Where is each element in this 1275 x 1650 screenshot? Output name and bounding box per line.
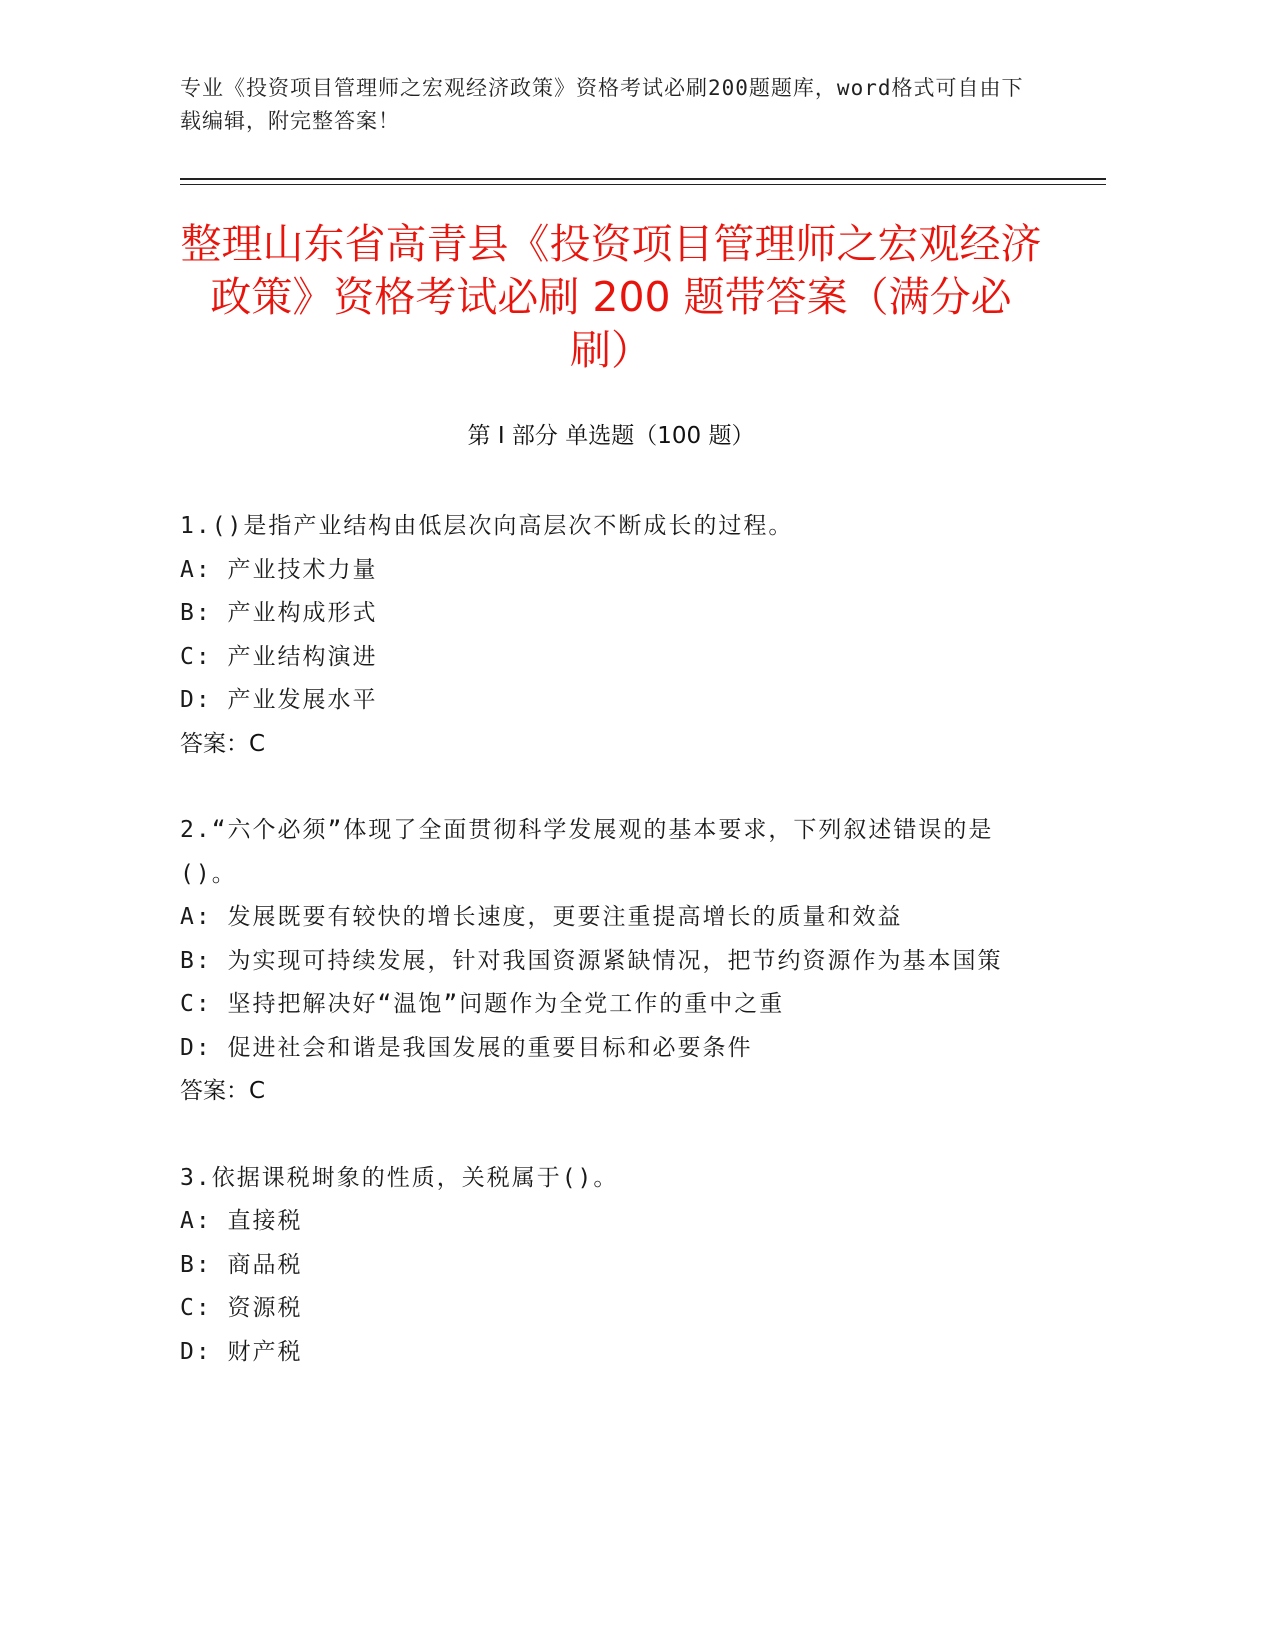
option-a: A: 发展既要有较快的增长速度，更要注重提高增长的质量和效益 xyxy=(180,904,903,930)
question-3 xyxy=(180,1157,1040,1375)
option-d: D: 促进社会和谐是我国发展的重要目标和必要条件 xyxy=(180,1034,753,1061)
answer-line: 答案：C xyxy=(180,1078,266,1104)
question-2 xyxy=(180,809,1040,1114)
question-stem: 1.()是指产业结构由低层次向高层次不断成长的过程。 xyxy=(180,513,794,539)
question-stem: 3.依据课税埘象的性质，关税属于()。 xyxy=(180,1164,619,1191)
section-title: 第 I 部分 单选题（100 题） xyxy=(467,423,755,449)
document-title: 整理山东省高青县《投资项目管理师之宏观经济政策》资格考试必刷 200 题带答案（满分必刷） xyxy=(180,220,1042,374)
question-list xyxy=(180,505,1040,1417)
option-a: A: 直接税 xyxy=(180,1208,303,1234)
header-note: 专业《投资项目管理师之宏观经济政策》资格考试必刷200题题库，word格式可自由下载编辑，附完整答案！ xyxy=(180,76,1024,133)
question-1 xyxy=(180,505,1040,766)
option-b: B: 产业构成形式 xyxy=(180,600,378,626)
option-c: C: 资源税 xyxy=(180,1295,303,1321)
option-a: A: 产业技术力量 xyxy=(180,556,378,583)
option-d: D: 产业发展水平 xyxy=(180,687,378,713)
question-stem: 2.“六个必须”体现了全面贯彻科学发展观的基本要求，下列叙述错误的是()。 xyxy=(180,817,994,887)
option-b: B: 商品税 xyxy=(180,1251,303,1278)
option-d: D: 财产税 xyxy=(180,1338,303,1365)
header-rule-thin xyxy=(180,184,1106,185)
option-b: B: 为实现可持续发展，针对我国资源紧缺情况，把节约资源作为基本国策 xyxy=(180,947,1003,974)
answer-line: 答案：C xyxy=(180,730,266,757)
option-c: C: 坚持把解决好“温饱”问题作为全党工作的重中之重 xyxy=(180,991,785,1017)
option-c: C: 产业结构演进 xyxy=(180,643,378,670)
header-rule-thick xyxy=(180,178,1106,180)
